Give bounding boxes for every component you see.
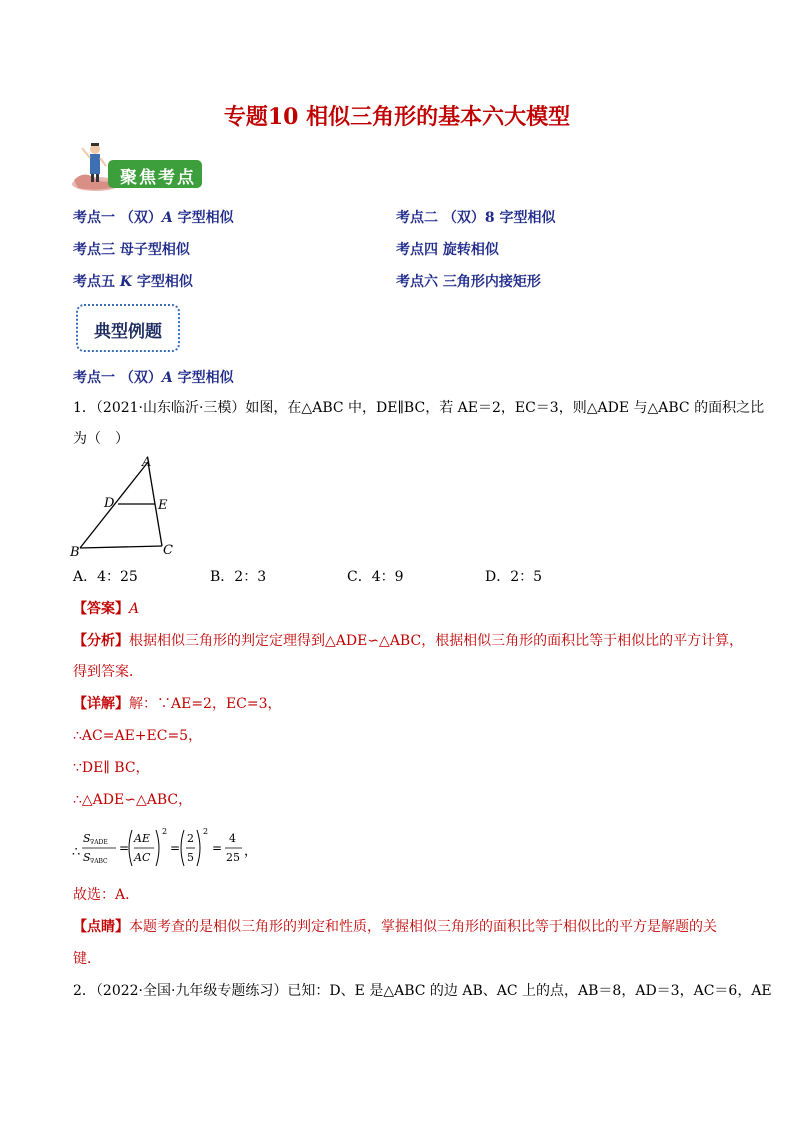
- detail-line2: ∴AC=AE+EC=5，: [73, 728, 203, 744]
- kaodian-4-pre: 旋转相似: [442, 242, 499, 258]
- focus-banner-label: 聚焦考点: [120, 168, 196, 188]
- analysis-tag: 【分析】: [73, 633, 129, 649]
- formula-res-top: 4: [229, 832, 236, 845]
- formula-eq1: =: [119, 841, 130, 855]
- kaodian-1-letter: A: [161, 210, 173, 226]
- kaodian-5-num: 考点五: [73, 274, 115, 290]
- comment-text1: 本题考查的是相似三角形的判定和性质，掌握相似三角形的面积比等于相似比的平方是解题的关: [129, 919, 717, 935]
- section-heading: [73, 367, 234, 387]
- page-title: 专题10 相似三角形的基本六大模型: [223, 104, 571, 130]
- example-heading-box: [76, 304, 180, 352]
- formula-s-top: S: [83, 832, 91, 845]
- q1-label-e: E: [158, 498, 168, 513]
- focus-banner-pill: [108, 160, 202, 188]
- detail-line4: ∴△ADE∽△ABC，: [73, 792, 193, 808]
- answer-tag: 【答案】: [73, 601, 129, 617]
- comment-line2: 键．: [73, 951, 101, 967]
- focus-banner: [70, 140, 202, 192]
- kaodian-6-pre: 三角形内接矩形: [442, 274, 541, 290]
- kaodian-3[interactable]: [73, 239, 190, 259]
- formula-eq3: =: [212, 841, 223, 855]
- comment-line1: [73, 917, 717, 937]
- formula-r2-bot: 5: [187, 851, 194, 864]
- detail-tag: 【详解】: [73, 696, 129, 712]
- formula-exp2: 2: [203, 827, 209, 836]
- q1-option-c[interactable]: C．4：9: [347, 569, 404, 585]
- q1-stem-line2: 为（ ）: [73, 431, 129, 447]
- q1-option-a[interactable]: A．4：25: [73, 569, 138, 585]
- q1-option-b[interactable]: B．2：3: [210, 569, 267, 585]
- detail-line5: 故选：A．: [73, 887, 140, 903]
- q1-label-a: A: [142, 455, 152, 470]
- kaodian-4-num: 考点四: [396, 242, 438, 258]
- formula-r1-top: AE: [134, 832, 150, 845]
- kaodian-4[interactable]: [396, 239, 499, 259]
- q1-label-d: D: [104, 496, 115, 511]
- detail-text1: 解：∵AE=2，EC=3，: [129, 696, 282, 712]
- section-pre: （双）: [119, 370, 162, 386]
- area-ratio-formula: [72, 822, 272, 872]
- kaodian-6-num: 考点六: [396, 274, 438, 290]
- formula-prefix: ∴: [72, 845, 81, 860]
- q1-label-c: C: [163, 543, 173, 558]
- formula-res-bot: 25: [226, 851, 240, 864]
- detail-line1: [73, 694, 282, 714]
- section-post: 字型相似: [172, 370, 234, 386]
- kaodian-1-num: 考点一: [73, 210, 115, 226]
- kaodian-2[interactable]: [396, 207, 556, 227]
- formula-tail: ，: [244, 844, 258, 859]
- section-letter: A: [161, 370, 173, 386]
- kaodian-1-post: 字型相似: [172, 210, 234, 226]
- q2-stem-line1: 2．（2022·全国·九年级专题练习）已知：D、E 是△ABC 的边 AB、AC 上的点，AB＝8，AD＝3，AC＝6，AE: [73, 983, 772, 999]
- formula-eq2: =: [170, 841, 181, 855]
- kaodian-3-num: 考点三: [73, 242, 115, 258]
- q1-option-d[interactable]: D．2：5: [485, 569, 543, 585]
- formula-exp1: 2: [162, 827, 168, 836]
- formula-s-bot-sub: ∇ABC: [90, 858, 108, 865]
- kaodian-1-pre: （双）: [119, 210, 162, 226]
- answer-value: A: [129, 601, 140, 617]
- section-num: 考点一: [73, 370, 115, 386]
- q1-label-b: B: [70, 545, 80, 560]
- formula-s-bot: S: [83, 851, 91, 864]
- formula-r1-bot: AC: [134, 851, 151, 864]
- kaodian-1[interactable]: [73, 207, 234, 227]
- answer-line: [73, 599, 139, 619]
- q1-stem-line1: 1．（2021·山东临沂·三模）如图，在△ABC 中，DE∥BC，若 AE＝2，EC＝3，则△ADE 与△ABC 的面积之比: [73, 400, 765, 416]
- kaodian-2-num: 考点二: [396, 210, 438, 226]
- detail-line3: ∵DE∥ BC，: [73, 760, 150, 776]
- q1-triangle-figure: [66, 452, 186, 560]
- example-heading: 典型例题: [94, 322, 162, 342]
- formula-s-top-sub: ∇ADE: [90, 839, 108, 846]
- kaodian-2-pre: （双）8 字型相似: [442, 210, 556, 226]
- kaodian-3-pre: 母子型相似: [119, 242, 190, 258]
- comment-tag: 【点睛】: [73, 919, 129, 935]
- analysis-line1: [73, 631, 743, 651]
- kaodian-5-post: 字型相似: [132, 274, 193, 290]
- formula-r2-top: 2: [187, 832, 194, 845]
- analysis-text1: 根据相似三角形的判定定理得到△ADE∽△ABC，根据相似三角形的面积比等于相似比的平方计算，: [129, 633, 744, 649]
- kaodian-5-letter: K: [119, 274, 133, 290]
- analysis-line2: 得到答案．: [73, 664, 143, 680]
- kaodian-5[interactable]: [73, 271, 193, 291]
- kaodian-6[interactable]: [396, 271, 541, 291]
